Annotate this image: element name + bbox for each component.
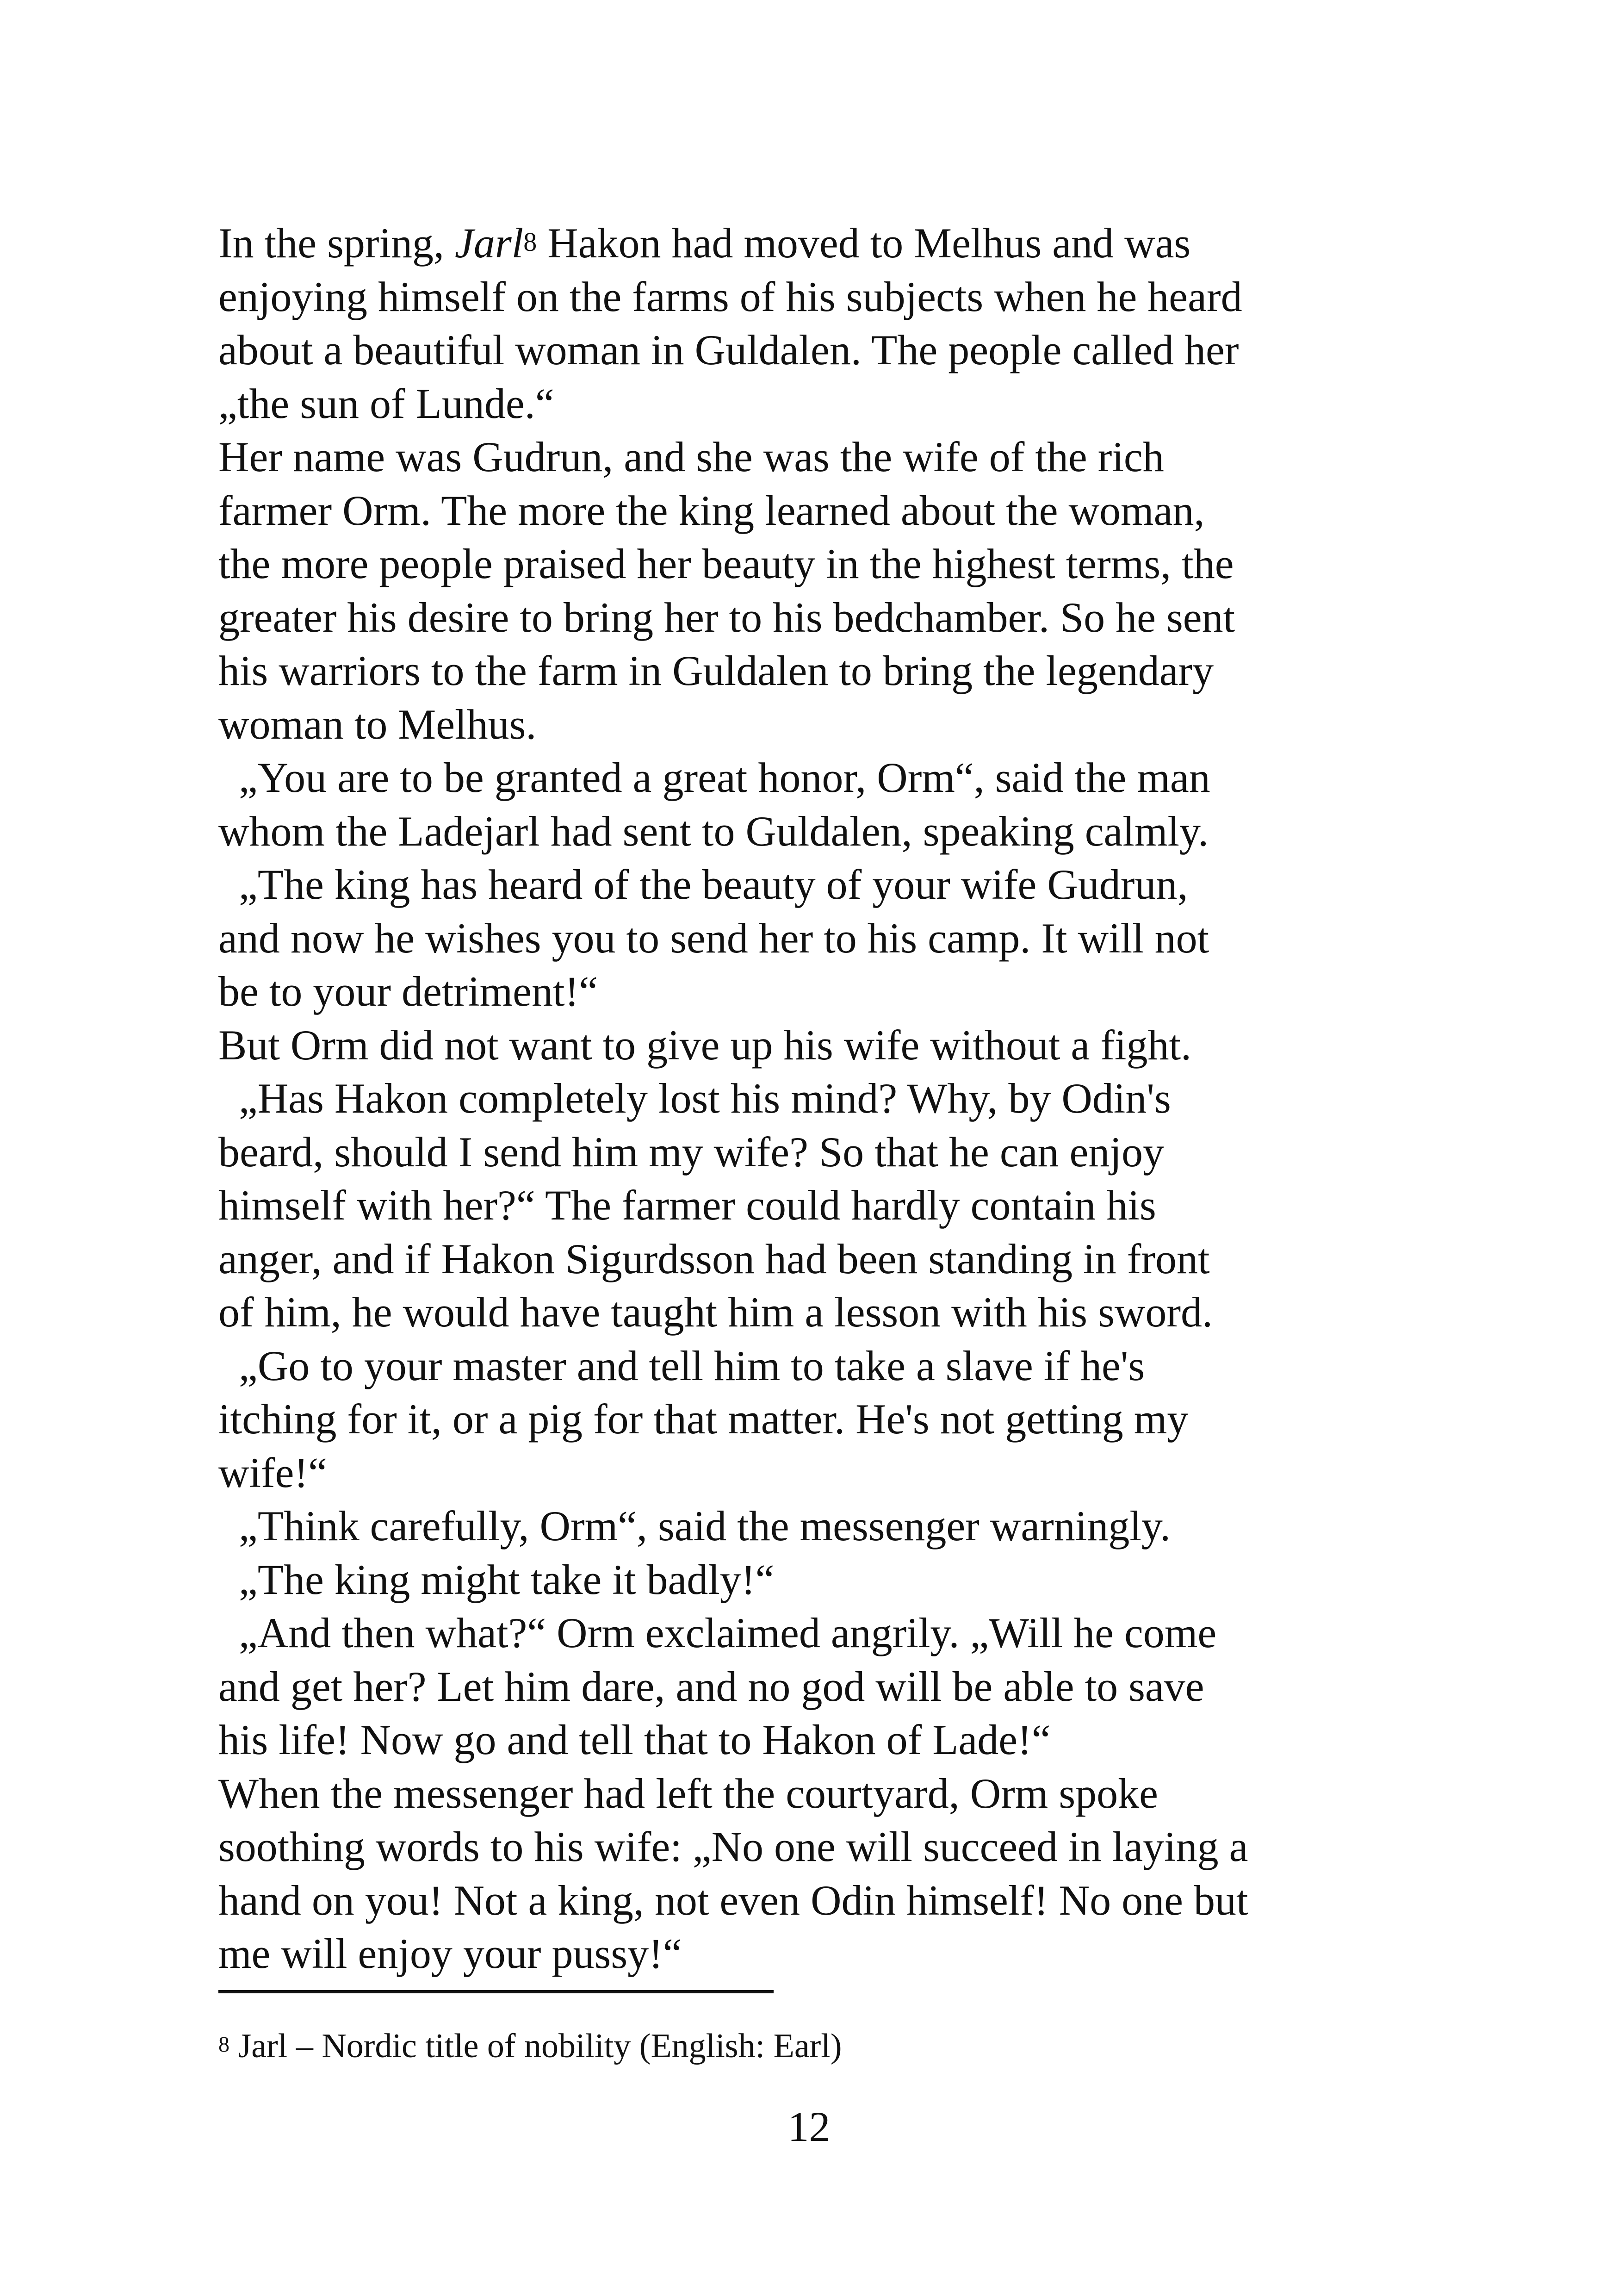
text-line: be to your detriment!“ xyxy=(218,968,598,1015)
footnote-reference: 8 xyxy=(523,227,537,257)
text-line: But Orm did not want to give up his wife without a fight. xyxy=(218,1021,1192,1069)
text-line: soothing words to his wife: „No one will succeed in laying a xyxy=(218,1823,1248,1870)
dialogue-line: „You are to be granted a great honor, Orm“, said the man xyxy=(239,754,1210,801)
text-line: me will enjoy your pussy!“ xyxy=(218,1930,682,1977)
dialogue-line: „Has Hakon completely lost his mind? Why, by Odin's xyxy=(239,1075,1171,1122)
body-text xyxy=(218,217,1403,1981)
text-line: enjoying himself on the farms of his subjects when he heard xyxy=(218,273,1242,320)
text-line: of him, he would have taught him a lesson with his sword. xyxy=(218,1288,1213,1336)
footnote-marker: 8 xyxy=(218,2032,229,2057)
text-line: and now he wishes you to send her to his camp. It will not xyxy=(218,914,1209,962)
text-line: „the sun of Lunde.“ xyxy=(218,380,554,427)
footnote xyxy=(218,2025,842,2067)
dialogue-line: „Think carefully, Orm“, said the messenger warningly. xyxy=(239,1502,1171,1549)
text-line: hand on you! Not a king, not even Odin himself! No one but xyxy=(218,1876,1248,1924)
text-run: Hakon had moved to Melhus and was xyxy=(537,219,1191,267)
dialogue-line: „The king might take it badly!“ xyxy=(239,1556,775,1603)
text-run: In the spring, xyxy=(218,219,455,267)
italic-term: Jarl xyxy=(455,219,524,267)
text-line: greater his desire to bring her to his bedchamber. So he sent xyxy=(218,593,1235,641)
text-line: beard, should I send him my wife? So that he can enjoy xyxy=(218,1128,1164,1176)
dialogue-line: „The king has heard of the beauty of your wife Gudrun, xyxy=(239,861,1188,908)
text-line: farmer Orm. The more the king learned about the woman, xyxy=(218,486,1205,534)
text-line: Her name was Gudrun, and she was the wife of the rich xyxy=(218,433,1164,480)
text-line: about a beautiful woman in Guldalen. The people called her xyxy=(218,326,1239,373)
text-line: wife!“ xyxy=(218,1449,327,1496)
text-line: When the messenger had left the courtyard, Orm spoke xyxy=(218,1769,1158,1817)
text-line: whom the Ladejarl had sent to Guldalen, speaking calmly. xyxy=(218,807,1209,855)
dialogue-line: „Go to your master and tell him to take a slave if he's xyxy=(239,1342,1145,1389)
text-line: anger, and if Hakon Sigurdsson had been standing in front xyxy=(218,1235,1210,1282)
text-line: the more people praised her beauty in the highest terms, the xyxy=(218,540,1234,587)
text-line: woman to Melhus. xyxy=(218,700,537,748)
footnote-text: Jarl – Nordic title of nobility (English: Earl) xyxy=(229,2027,842,2065)
dialogue-line: „And then what?“ Orm exclaimed angrily. „Will he come xyxy=(239,1609,1217,1656)
text-line: itching for it, or a pig for that matter. He's not getting my xyxy=(218,1395,1189,1443)
footnote-separator xyxy=(218,1990,774,1993)
text-line: himself with her?“ The farmer could hardly contain his xyxy=(218,1182,1156,1229)
text-line: and get her? Let him dare, and no god will be able to save xyxy=(218,1662,1204,1710)
page-number: 12 xyxy=(787,2103,831,2150)
text-line: his warriors to the farm in Guldalen to bring the legendary xyxy=(218,647,1214,694)
text-line xyxy=(218,217,1403,270)
text-line: his life! Now go and tell that to Hakon of Lade!“ xyxy=(218,1716,1051,1763)
